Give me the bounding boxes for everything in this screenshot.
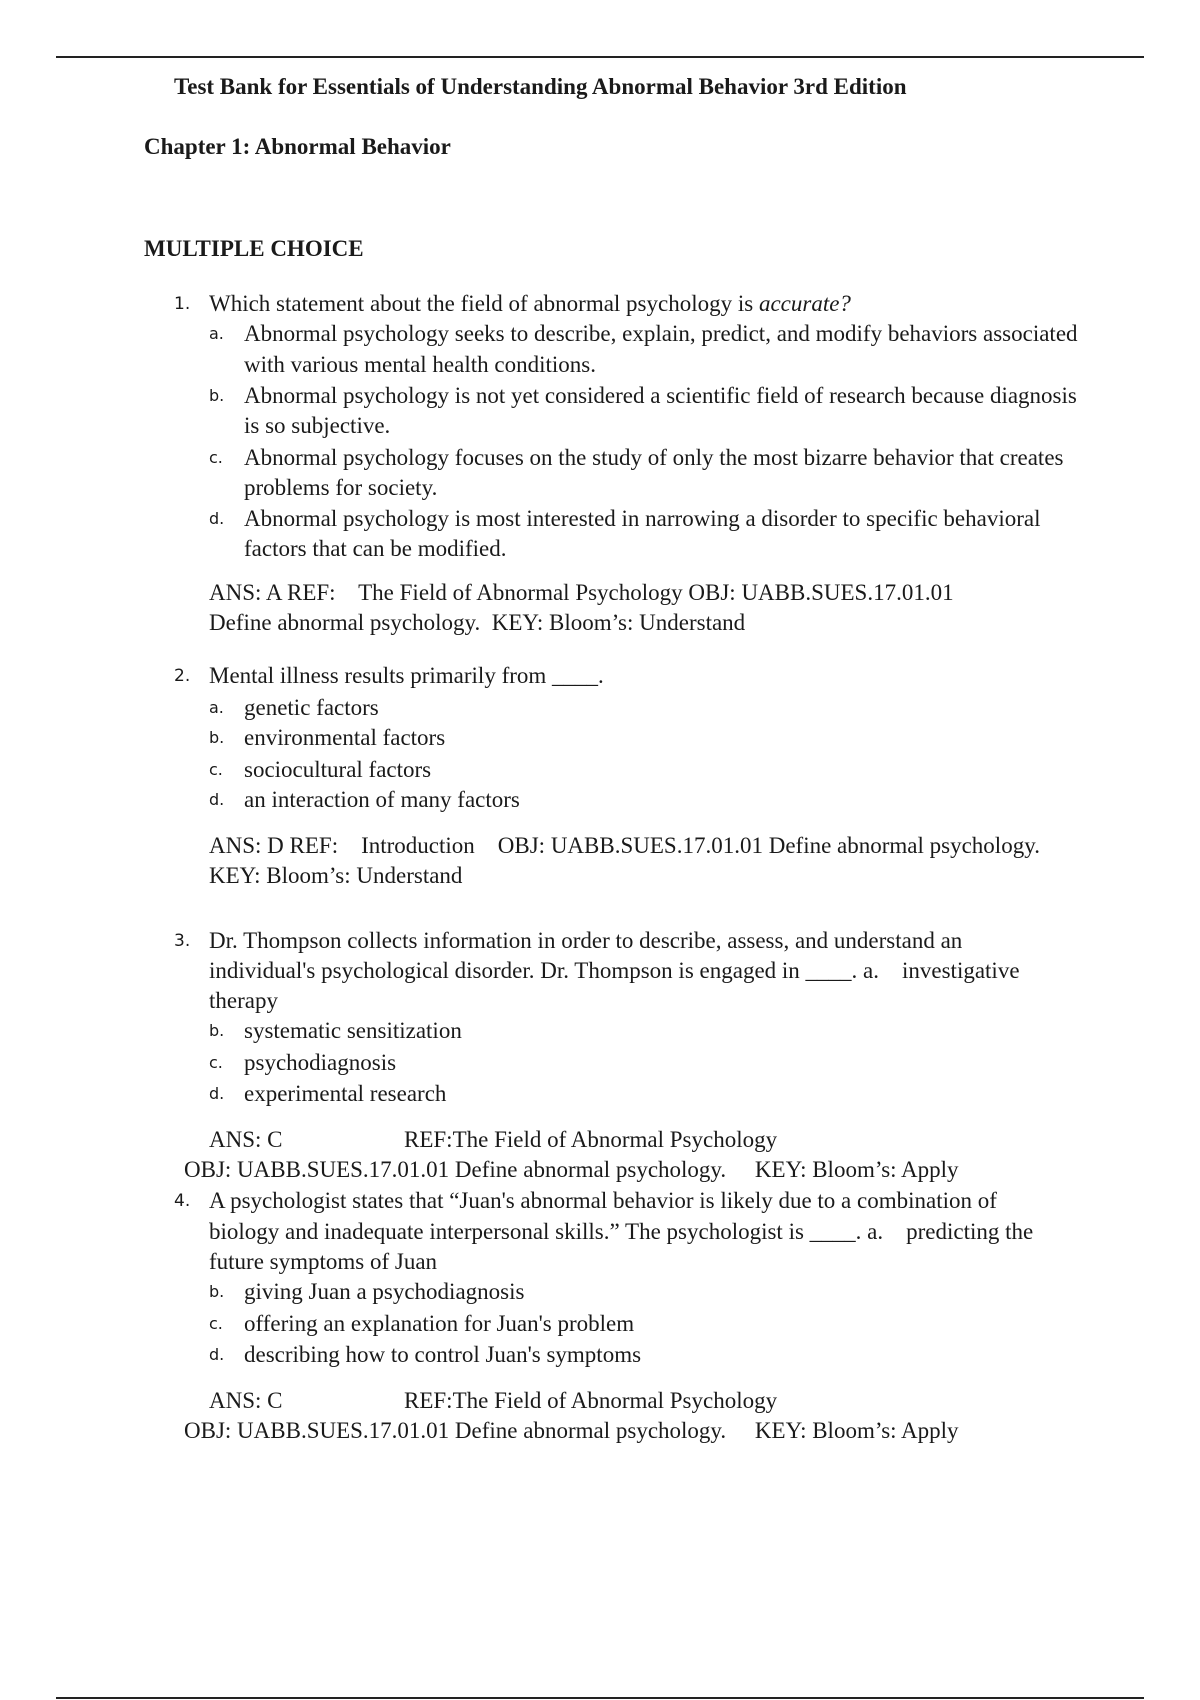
option-b: environmental factors (244, 725, 446, 750)
option-c-line1: Abnormal psychology focuses on the study of only the most bizarre behavior that creates (244, 445, 1064, 470)
reference: REF:The Field of Abnormal Psychology (404, 1127, 778, 1152)
question-stem-line2: biology and inadequate interpersonal skills.” The psychologist is ____. a. predicting the (209, 1219, 1034, 1244)
answer-line: ANS: A REF: The Field of Abnormal Psychology OBJ: UABB.SUES.17.01.01 (209, 580, 954, 605)
question-stem: Mental illness results primarily from ____. (209, 663, 604, 688)
question-number: 3. (174, 931, 191, 951)
option-b: systematic sensitization (244, 1018, 462, 1043)
option-d-line2: factors that can be modified. (244, 536, 507, 561)
question-number: 2. (174, 666, 191, 686)
question-stem-line3: future symptoms of Juan (209, 1249, 438, 1274)
option-d: describing how to control Juan's symptoms (244, 1342, 642, 1367)
option-c: psychodiagnosis (244, 1050, 397, 1075)
option-c-line2: problems for society. (244, 475, 438, 500)
reference: REF:The Field of Abnormal Psychology (404, 1388, 778, 1413)
option-label: d. (209, 509, 225, 528)
top-rule (56, 56, 1144, 58)
option-label: d. (209, 1084, 225, 1103)
chapter-heading: Chapter 1: Abnormal Behavior (144, 134, 451, 159)
objective-key: OBJ: UABB.SUES.17.01.01 Define abnormal psychology. KEY: Bloom’s: Apply (184, 1418, 959, 1443)
question-stem: Which statement about the field of abnormal psychology is accurate? (209, 291, 851, 316)
answer-label: ANS: C (209, 1388, 283, 1413)
option-a-line2: with various mental health conditions. (244, 352, 596, 377)
option-d-line1: Abnormal psychology is most interested in narrowing a disorder to specific behavioral (244, 506, 1041, 531)
answer-label: ANS: C (209, 1127, 283, 1152)
page-title: Test Bank for Essentials of Understanding Abnormal Behavior 3rd Edition (174, 74, 907, 99)
option-label: c. (209, 448, 223, 467)
question-number: 1. (174, 294, 191, 314)
option-label: c. (209, 760, 223, 779)
option-a-line1: Abnormal psychology seeks to describe, explain, predict, and modify behaviors associated (244, 321, 1078, 346)
option-label: c. (209, 1053, 223, 1072)
answer-line: KEY: Bloom’s: Understand (209, 863, 463, 888)
answer-line: ANS: D REF: Introduction OBJ: UABB.SUES.17.01.01 Define abnormal psychology. (209, 833, 1040, 858)
option-b-line2: is so subjective. (244, 413, 391, 438)
option-label: b. (209, 1021, 225, 1040)
objective-key: OBJ: UABB.SUES.17.01.01 Define abnormal psychology. KEY: Bloom’s: Apply (184, 1157, 959, 1182)
option-label: a. (209, 324, 224, 343)
option-label: b. (209, 728, 225, 747)
option-label: a. (209, 698, 224, 717)
option-b-line1: Abnormal psychology is not yet considered a scientific field of research because diagnosis (244, 383, 1077, 408)
question-stem-line3: therapy (209, 988, 278, 1013)
option-label: d. (209, 1345, 225, 1364)
option-label: d. (209, 790, 225, 809)
bottom-rule (56, 1697, 1144, 1699)
option-label: b. (209, 1282, 225, 1301)
section-heading: MULTIPLE CHOICE (144, 236, 364, 261)
option-a: genetic factors (244, 695, 379, 720)
option-d: experimental research (244, 1081, 447, 1106)
question-stem-line1: A psychologist states that “Juan's abnormal behavior is likely due to a combination of (209, 1188, 997, 1213)
question-number: 4. (174, 1191, 191, 1211)
question-stem-line2: individual's psychological disorder. Dr. Thompson is engaged in ____. a. investigative (209, 958, 1020, 983)
option-d: an interaction of many factors (244, 787, 520, 812)
option-c: sociocultural factors (244, 757, 432, 782)
option-b: giving Juan a psychodiagnosis (244, 1279, 525, 1304)
question-stem-line1: Dr. Thompson collects information in order to describe, assess, and understand an (209, 928, 963, 953)
answer-line: Define abnormal psychology. KEY: Bloom’s: Understand (209, 610, 746, 635)
option-label: c. (209, 1314, 223, 1333)
option-c: offering an explanation for Juan's problem (244, 1311, 635, 1336)
option-label: b. (209, 386, 225, 405)
